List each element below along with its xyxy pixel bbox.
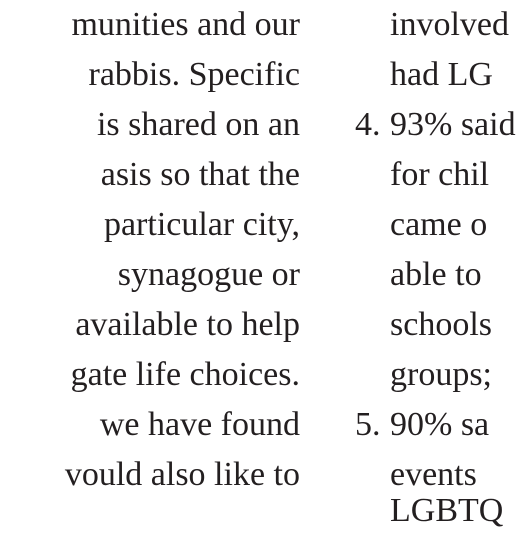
right-line-4: for chil <box>390 156 490 193</box>
right-line-6: able to <box>390 256 482 293</box>
right-line-11-clip <box>0 492 512 529</box>
right-line-10: events <box>390 456 477 493</box>
left-line-10: vould also like to <box>64 456 300 493</box>
left-line-3: is shared on an <box>96 106 300 143</box>
list-number: 5. <box>355 406 381 443</box>
right-line-5: came o <box>390 206 488 243</box>
left-line-9: we have found <box>99 406 300 443</box>
list-item-text: 93% said <box>390 106 516 143</box>
list-item-5 <box>355 400 489 450</box>
left-line-1: munities and our <box>71 6 300 43</box>
right-line-11: LGBTQ <box>390 492 504 529</box>
left-line-6: synagogue or <box>117 256 300 293</box>
right-line-1: involved <box>390 6 509 43</box>
list-number: 4. <box>355 106 381 143</box>
right-line-7: schools <box>390 306 492 343</box>
left-line-4: asis so that the <box>100 156 300 193</box>
right-line-2: had LG <box>390 56 493 93</box>
right-line-8: groups; <box>390 356 492 393</box>
left-line-7: available to help <box>75 306 300 343</box>
list-item-4 <box>355 100 516 150</box>
left-line-2: rabbis. Specific <box>88 56 300 93</box>
left-line-8: gate life choices. <box>70 356 300 393</box>
list-item-text: 90% sa <box>390 406 490 443</box>
left-line-5: particular city, <box>103 206 300 243</box>
